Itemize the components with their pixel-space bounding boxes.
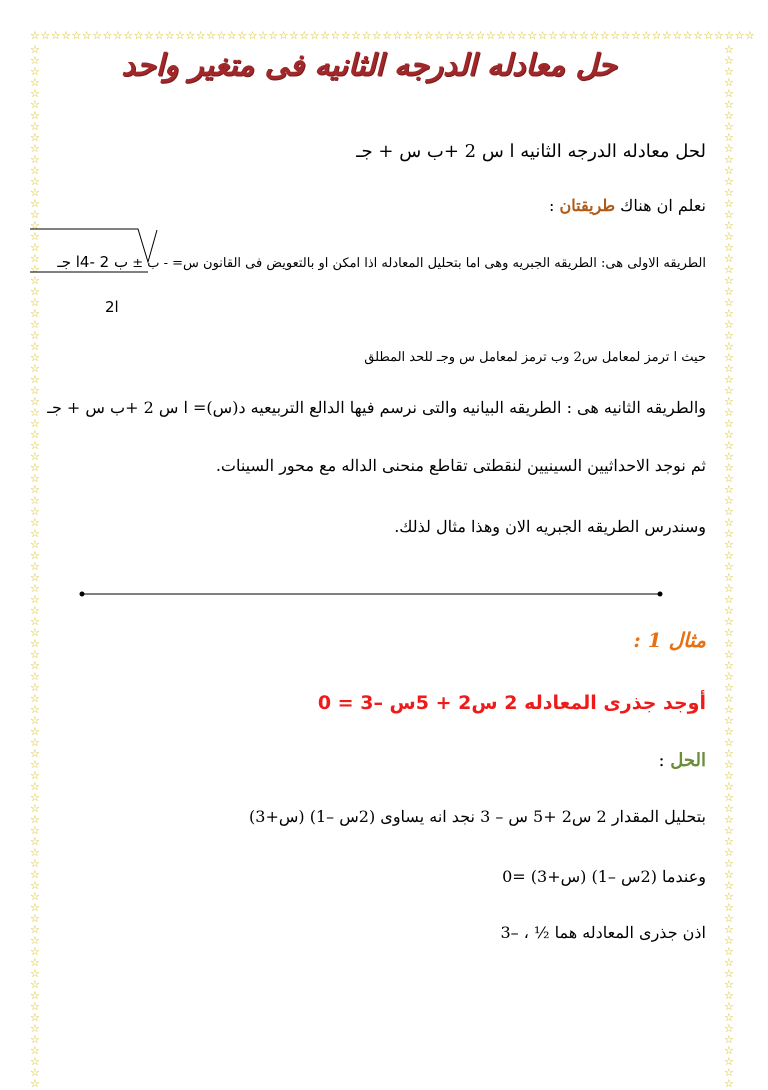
method-two: والطريقه الثانيه هى : الطريقه البيانيه والتى نرسم فيها الدالع التربيعيه د(س)= ا س 2 +ب س + جـ: [47, 398, 706, 417]
methods-highlight: طريقتان: [559, 196, 616, 215]
quadratic-formula-numerator: ب 2 -4ا جـ: [57, 253, 129, 271]
star-border-left: ☆☆☆☆☆☆☆☆☆☆☆☆☆☆☆☆☆☆☆☆☆☆☆☆☆☆☆☆☆☆☆☆☆☆☆☆☆☆☆☆☆☆☆☆☆☆☆☆☆☆☆☆☆☆☆☆☆☆☆☆☆☆☆☆☆☆☆☆☆☆☆☆☆☆☆☆☆☆☆☆☆☆☆☆☆☆☆☆☆☆☆☆☆☆☆: [30, 43, 40, 1090]
intro-equation: لحل معادله الدرجه الثانيه ا س 2 +ب س + جـ: [356, 141, 706, 162]
methods-intro-post: :: [549, 196, 560, 215]
methods-intro-pre: نعلم ان هناك: [615, 196, 706, 215]
methods-intro: [549, 196, 706, 215]
solution-answer: اذن جذرى المعادله هما ½ ، –3: [500, 923, 706, 942]
star-border-right: ☆☆☆☆☆☆☆☆☆☆☆☆☆☆☆☆☆☆☆☆☆☆☆☆☆☆☆☆☆☆☆☆☆☆☆☆☆☆☆☆☆☆☆☆☆☆☆☆☆☆☆☆☆☆☆☆☆☆☆☆☆☆☆☆☆☆☆☆☆☆☆☆☆☆☆☆☆☆☆☆☆☆☆☆☆☆☆☆☆☆☆☆☆☆☆: [724, 43, 734, 1090]
page-title: حل معادله الدرجه الثانيه فى متغير واحد: [121, 48, 617, 83]
solution-step-2: وعندما (2س –1) (س+3) =0: [502, 867, 706, 886]
quadratic-formula-denominator: ا2: [105, 298, 119, 316]
method-two-continued: ثم نوجد الاحداثيين السينيين لنقطتى تقاطع منحنى الداله مع محور السينات.: [215, 456, 706, 475]
method-one-text: الطريقه الاولى هى: الطريقه الجبريه وهى اما بتحليل المعادله اذا امكن او بالتعويض فى القانون س= - ب ±: [128, 256, 706, 271]
transition-text: وسندرس الطريقه الجبريه الان وهذا مثال لذلك.: [394, 517, 706, 536]
solution-heading: [658, 750, 706, 771]
coefficient-note: حيث ا ترمز لمعامل س2 وب ترمز لمعامل س وجـ للحد المطلق: [364, 350, 706, 365]
solution-colon: :: [658, 750, 671, 771]
method-one: [57, 253, 706, 271]
solution-label: الحل: [670, 750, 706, 771]
example-heading: مثال 1 :: [633, 628, 706, 652]
solution-step-1: بتحليل المقدار 2 س2 +5 س – 3 نجد انه يساوى (2س –1) (س+3): [249, 807, 706, 826]
star-border-top: ☆☆☆☆☆☆☆☆☆☆☆☆☆☆☆☆☆☆☆☆☆☆☆☆☆☆☆☆☆☆☆☆☆☆☆☆☆☆☆☆☆☆☆☆☆☆☆☆☆☆☆☆☆☆☆☆☆☆☆☆☆☆☆☆☆☆☆☆☆☆: [30, 29, 756, 42]
example-problem: أوجد جذرى المعادله 2 س2 + 5س –3 = 0: [317, 692, 706, 714]
